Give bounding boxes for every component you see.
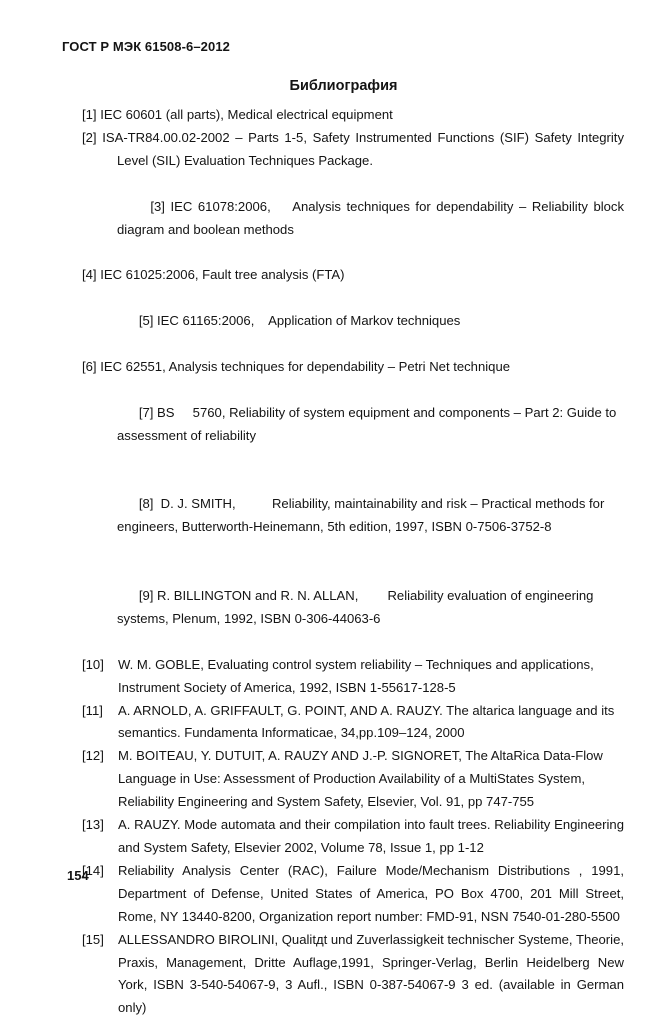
reference-item-12 — [82, 745, 624, 814]
reference-text: W. M. GOBLE, Evaluating control system reliability – Techniques and applications, Instrument Society of America, 1992, ISBN 1-55617-128-5 — [118, 656, 594, 695]
reference-number: [6] — [82, 358, 97, 374]
reference-text: R. BILLINGTON and R. N. ALLAN, Reliability evaluation of engineering systems, Plenum, 1992, ISBN 0-306-44063-6 — [117, 588, 598, 626]
reference-text: D. J. SMITH, Reliability, maintainability and risk – Practical methods for engineers, Butterworth-Heinemann, 5th edition, 1997, ISBN 0-7506-3752-8 — [117, 496, 608, 535]
reference-item-14 — [82, 860, 624, 929]
reference-text: ALLESSANDRO BIROLINI, Qualitдt und Zuverlassigkeit technischer Systeme, Theorie, Praxis, Management, Dritte Auflage,1991, Springer-Verlag, Berlin Heidelberg New York, ISBN 3-540-54067-9, 3 Aufl., ISBN 0-387-54067-9 3 ed. (available in German only) — [118, 931, 624, 1016]
reference-text: ISA-TR84.00.02-2002 – Parts 1-5, Safety Instrumented Functions (SIF) Safety Integrity Level (SIL) Evaluation Techniques Package. — [102, 129, 624, 168]
reference-item-6 — [82, 356, 624, 379]
reference-number: [12] — [82, 748, 104, 764]
document-header: ГОСТ Р МЭК 61508-6–2012 — [62, 39, 230, 54]
reference-text: Reliability Analysis Center (RAC), Failure Mode/Mechanism Distributions , 1991, Department of Defense, United States of America, PO Box 4700, 201 Mill Street, Rome, NY 13440-8200, Organization report number: FMD-91, NSN 7540-01-280-5500 — [118, 862, 624, 924]
reference-number: [13] — [82, 817, 104, 833]
page-number: 154 — [67, 868, 89, 883]
page-title: Библиография — [289, 78, 398, 94]
reference-item-7 — [82, 379, 624, 471]
reference-text: IEC 61078:2006, Analysis techniques for dependability – Reliability block diagram and boolean methods — [117, 198, 628, 237]
reference-number: [11] — [82, 702, 103, 718]
reference-text: BS 5760, Reliability of system equipment and components – Part 2: Guide to assessment of reliability — [117, 404, 620, 443]
reference-number: [2] — [82, 129, 97, 145]
reference-item-1 — [82, 104, 624, 127]
reference-text: IEC 61165:2006, Application of Markov techniques — [157, 313, 461, 329]
reference-item-15 — [82, 929, 624, 1020]
reference-text: M. BOITEAU, Y. DUTUIT, A. RAUZY AND J.-P. SIGNORET, The AltaRica Data-Flow Language in Use: Assessment of Production Availability of a MultiStates System, Reliability Engineering and System Safety, Elsevier, Vol. 91, pp 747-755 — [118, 748, 603, 810]
reference-text: A. RAUZY. Mode automata and their compilation into fault trees. Reliability Engineering and System Safety, Elsevier 2002, Volume 78, Issue 1, pp 1-12 — [118, 817, 624, 855]
bibliography-list — [82, 104, 628, 1020]
reference-item-2 — [82, 127, 624, 173]
reference-number: [14] — [82, 862, 104, 878]
reference-text: IEC 60601 (all parts), Medical electrical equipment — [100, 107, 393, 122]
reference-item-10 — [82, 654, 624, 700]
reference-text: A. ARNOLD, A. GRIFFAULT, G. POINT, AND A. RAUZY. The altarica language and its semantics. Fundamenta Informaticae, 34,pp.109–124, 2000 — [118, 702, 615, 741]
reference-item-3 — [82, 173, 628, 265]
reference-item-9 — [82, 562, 624, 654]
reference-item-5 — [82, 287, 624, 356]
reference-number: [9] — [138, 588, 154, 604]
reference-item-13 — [82, 814, 624, 860]
reference-item-11 — [82, 700, 624, 746]
reference-text: IEC 61025:2006, Fault tree analysis (FTA) — [100, 267, 345, 283]
reference-number: [10] — [82, 656, 104, 672]
reference-text: IEC 62551, Analysis techniques for dependability – Petri Net technique — [100, 358, 511, 374]
reference-number: [8] — [138, 496, 154, 512]
reference-number: [3] — [150, 198, 165, 214]
reference-number: [5] — [138, 313, 154, 329]
reference-item-4 — [82, 264, 624, 287]
reference-number: [1] — [82, 107, 97, 122]
reference-number: [4] — [82, 267, 97, 283]
reference-number: [15] — [82, 931, 104, 947]
reference-item-8 — [82, 471, 624, 563]
reference-number: [7] — [138, 404, 154, 420]
